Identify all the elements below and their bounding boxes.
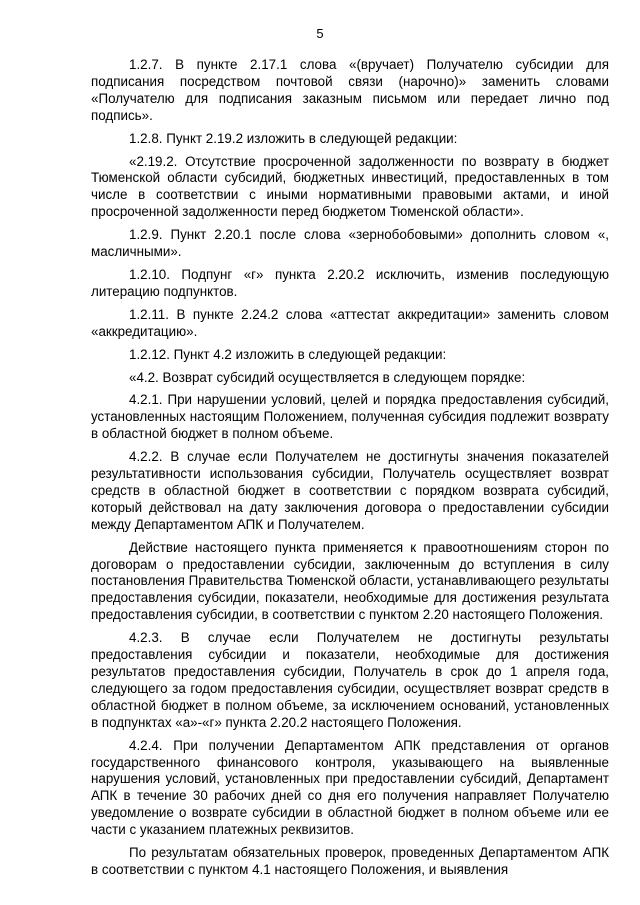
paragraph-4-2: «4.2. Возврат субсидий осуществляется в следующем порядке: <box>129 369 526 385</box>
paragraph-4-2-3: 4.2.3. В случае если Получателем не достигнуты результаты предоставления субсидии и показатели, необходимые для достижения результатов предоставления субсидии, Получатель в срок до 1 апреля года, следующего за годом предоставления субсидии, осуществляет возврат средств в областной бюджет в полном объеме, за исключением оснований, установленных в подпунктах «а»-«г» пункта 2.20.2 настоящего Положения. <box>91 630 609 730</box>
paragraph-1-2-9: 1.2.9. Пункт 2.20.1 после слова «зернобобовыми» дополнить словом «, масличными». <box>91 227 609 260</box>
paragraph-inspection-results: По результатам обязательных проверок, проведенных Департаментом АПК в соответствии с пунктом 4.1 настоящего Положения, и выявления <box>91 845 609 877</box>
paragraph-4-2-1: 4.2.1. При нарушении условий, целей и порядка предоставления субсидий, установленных настоящим Положением, полученная субсидия подлежит возврату в областной бюджет в полном объеме. <box>91 392 609 442</box>
paragraph-1-2-11: 1.2.11. В пункте 2.24.2 слова «аттестат аккредитации» заменить словом «аккредитацию». <box>91 306 609 339</box>
paragraph-4-2-4: 4.2.4. При получении Департаментом АПК представления от органов государственного финансового контроля, указывающего на выявленные нарушения условий, установленных при предоставлении субсидий, Департамент АПК в течение 30 рабочих дней со дня его получения направляет Получателю уведомление о возврате субсидии в областной бюджет в полном объеме или ее части с указанием платежных реквизитов. <box>91 737 609 838</box>
page-number: 5 <box>316 26 324 41</box>
paragraph-1-2-12: 1.2.12. Пункт 4.2 изложить в следующей редакции: <box>129 346 447 362</box>
paragraph-1-2-10: 1.2.10. Подпунг «г» пункта 2.20.2 исключить, изменив последующую литерацию подпунктов. <box>91 266 609 299</box>
paragraph-4-2-2-scope: Действие настоящего пункта применяется к правоотношениям сторон по договорам о предоставлении субсидии, заключенным до вступления в силу постановления Правительства Тюменской области, устанавливающего результаты предоставления субсидии, показатели, необходимые для достижения результата предоставления субсидии, в соответствии с пунктом 2.20 настоящего Положения. <box>91 539 609 623</box>
paragraph-4-2-2: 4.2.2. В случае если Получателем не достигнуты значения показателей результативности использования субсидии, Получатель осуществляет возврат средств в областной бюджет в соответствии с порядком возврата субсидий, который действовал на дату заключения договора о предоставлении субсидии между Департаментом АПК и Получателем. <box>91 449 609 532</box>
paragraph-1-2-8: 1.2.8. Пункт 2.19.2 изложить в следующей редакции: <box>129 130 458 146</box>
document-body <box>91 57 609 885</box>
paragraph-2-19-2: «2.19.2. Отсутствие просроченной задолженности по возврату в бюджет Тюменской области субсидий, бюджетных инвестиций, предоставленных в том числе в соответствии с иными нормативными правовыми актами, и иной просроченной задолженности перед бюджетом Тюменской области». <box>91 153 609 220</box>
paragraph-1-2-7: 1.2.7. В пункте 2.17.1 слова «(вручает) Получателю субсидии для подписания посредством почтовой связи (нарочно)» заменить словами «Получателю для подписания заказным письмом или передает лично под подпись». <box>91 57 609 123</box>
